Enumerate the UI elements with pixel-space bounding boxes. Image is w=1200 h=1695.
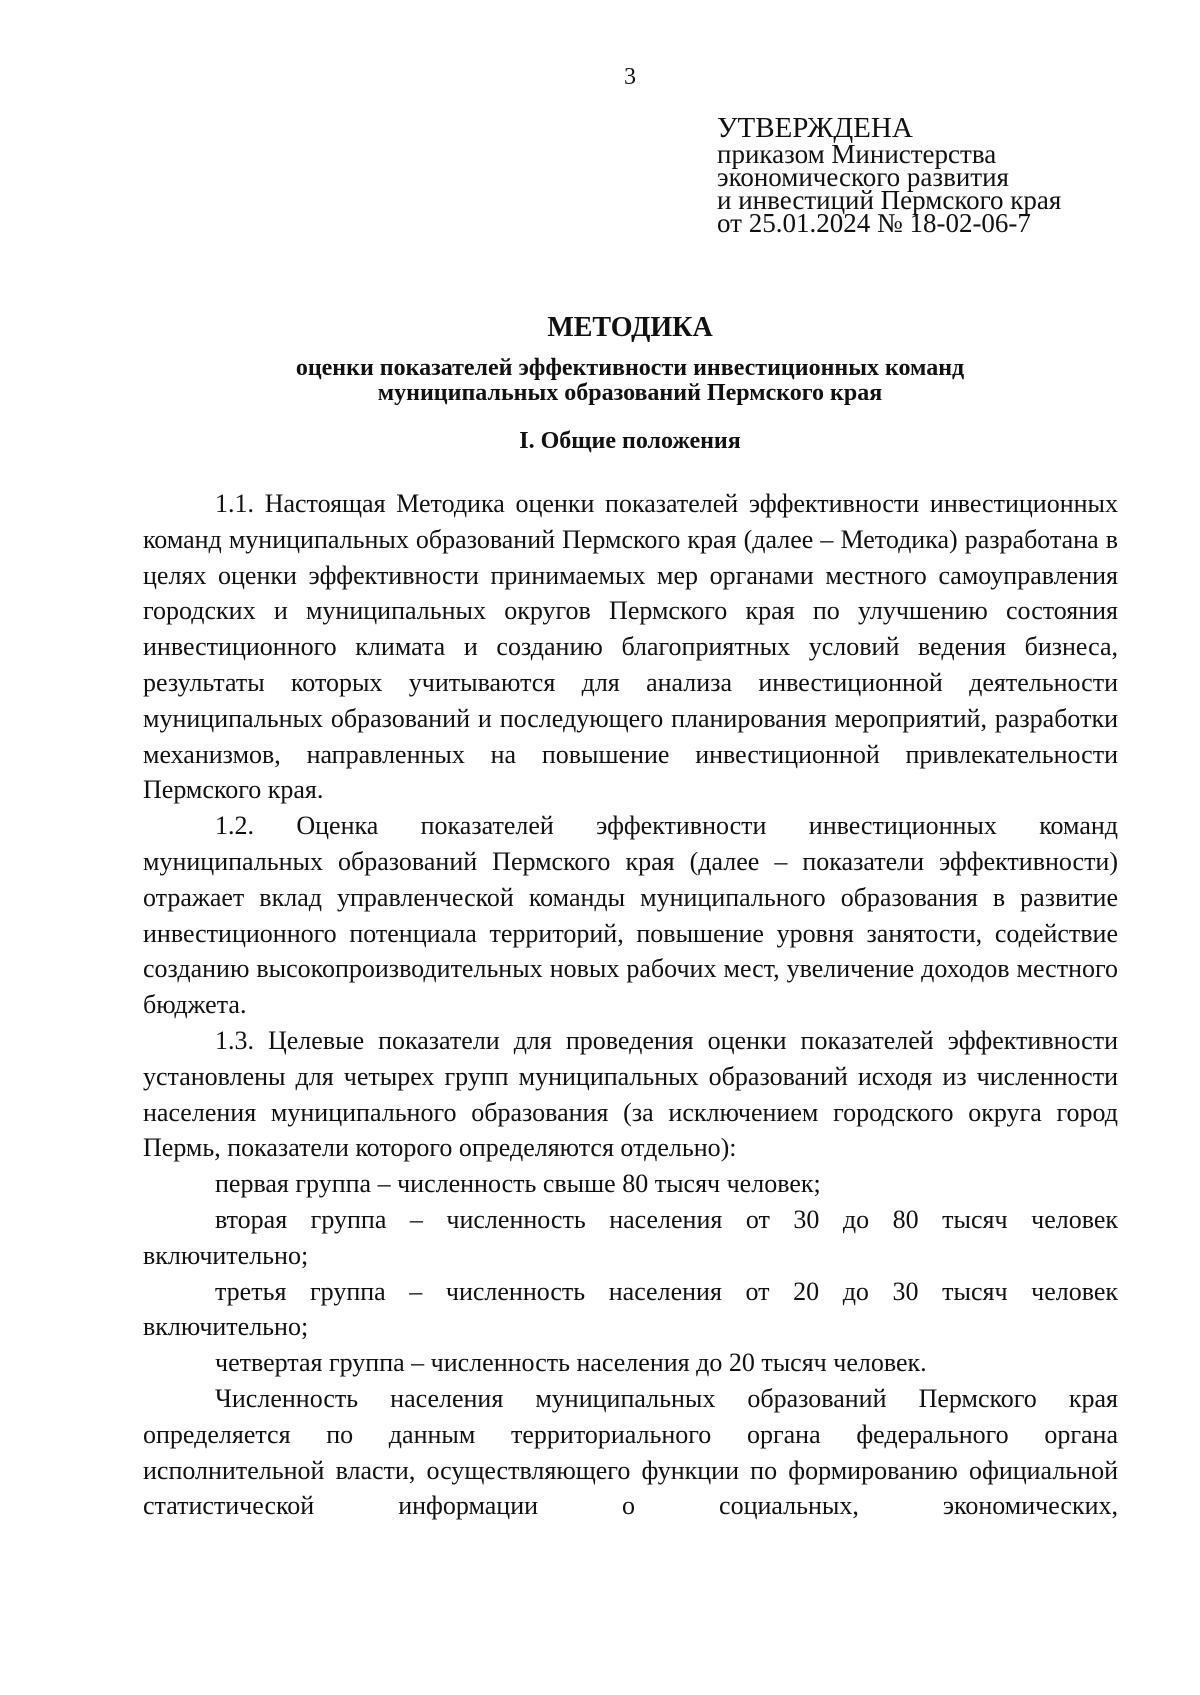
paragraph-1-2: 1.2. Оценка показателей эффективности инвестиционных команд муниципальных образований Пермского края (далее – показатели эффективности) отражает вклад управленческой команды муниципального образования в развитие инвестиционного потенциала территорий, повышение уровня занятости, содействие созданию высокопроизводительных новых рабочих мест, увеличение доходов местного бюджета.: [143, 811, 1118, 1020]
document-title: МЕТОДИКА: [547, 312, 713, 343]
approval-stamp-block: [717, 112, 1062, 238]
paragraph-1-3: 1.3. Целевые показатели для проведения оценки показателей эффективности установлены для четырех групп муниципальных образований исходя из численности населения муниципального образования (за исключением городского округа город Пермь, показатели которого определяются отдельно):: [143, 1025, 1118, 1163]
group-item: третья группа – численность населения от 20 до 30 тысяч человек включительно;: [143, 1276, 1118, 1342]
page-number: 3: [624, 64, 636, 90]
approval-line: от 25.01.2024 № 18-02-06-7: [717, 208, 1031, 238]
approval-line: приказом Министерства: [717, 139, 997, 169]
approval-line: экономического развития: [717, 162, 1009, 192]
document-body: [143, 486, 1118, 1524]
group-item: четвертая группа – численность населения до 20 тысяч человек.: [215, 1348, 927, 1378]
subtitle-line: оценки показателей эффективности инвестиционных команд: [295, 355, 965, 381]
group-item: вторая группа – численность населения от 30 до 80 тысяч человек включительно;: [143, 1204, 1118, 1270]
population-paragraph: Численность населения муниципальных образований Пермского края определяется по данным территориального органа федерального органа исполнительной власти, осуществляющего функции по формированию официальной статистической информации о социальных, экономических,: [143, 1383, 1118, 1521]
approval-heading: УТВЕРЖДЕНА: [717, 112, 913, 144]
paragraph-1-1: 1.1. Настоящая Методика оценки показателей эффективности инвестиционных команд муниципальных образований Пермского края (далее – Методика) разработана в целях оценки эффективности принимаемых мер органами местного самоуправления городских и муниципальных округов Пермского края по улучшению состояния инвестиционного климата и созданию благоприятных условий ведения бизнеса, результаты которых учитываются для анализа инвестиционной деятельности муниципальных образований и последующего планирования мероприятий, разработки механизмов, направленных на повышение инвестиционной привлекательности Пермского края.: [143, 489, 1118, 805]
group-item: первая группа – численность свыше 80 тысяч человек;: [215, 1169, 821, 1199]
subtitle-line: муниципальных образований Пермского края: [377, 380, 883, 406]
document-subtitle: [0, 356, 1200, 406]
section-heading: I. Общие положения: [519, 428, 741, 454]
approval-line: и инвестиций Пермского края: [717, 185, 1062, 215]
